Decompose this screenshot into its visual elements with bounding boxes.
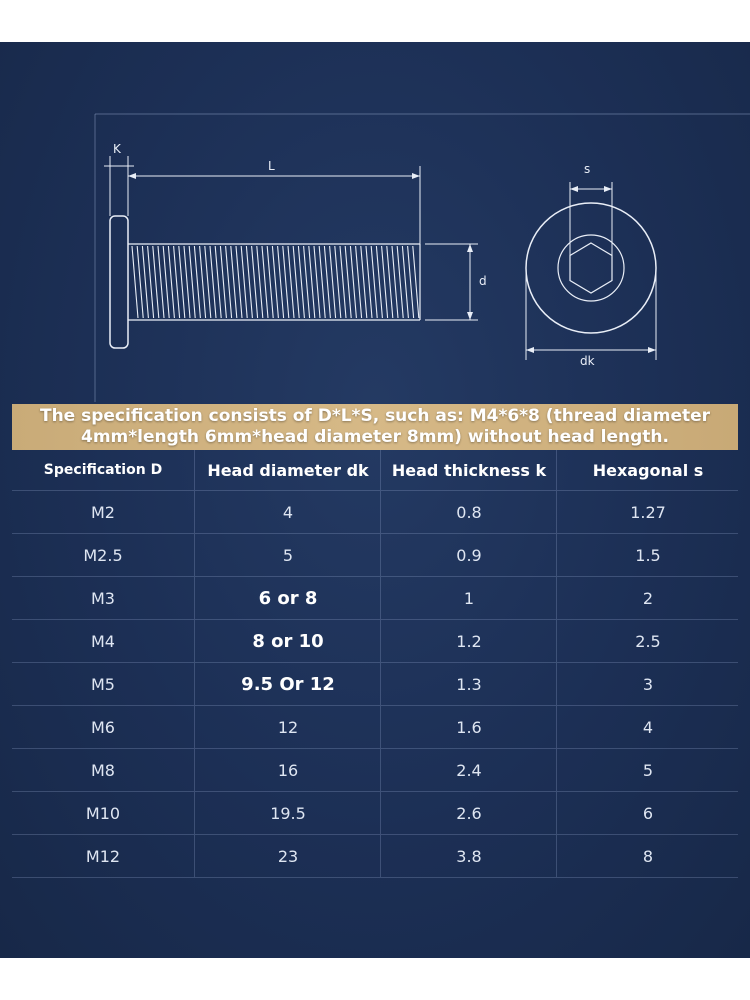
thread-line: [200, 246, 206, 318]
thread-line: [340, 246, 346, 318]
thread-line: [356, 246, 362, 318]
header-head-thickness: Head thickness k: [380, 450, 557, 490]
thread-line: [314, 246, 320, 318]
cell-spec: M12: [85, 846, 121, 866]
socket-circle: [558, 235, 624, 301]
cell-head-thickness: 1.2: [380, 620, 557, 662]
d-arrow-top: [467, 244, 473, 252]
d-arrow-bottom: [467, 312, 473, 320]
thread-line: [231, 246, 237, 318]
cell-spec: M2.5: [83, 545, 123, 565]
thread-line: [153, 246, 159, 318]
s-arrow-left: [570, 186, 578, 192]
thread-line: [283, 246, 289, 318]
thread-line: [330, 246, 336, 318]
spec-table: [12, 450, 738, 878]
cell-spec: M5: [91, 674, 115, 694]
header-specification: Specification D: [43, 462, 163, 478]
table-row: [12, 577, 738, 620]
cell-hexagonal: 8: [556, 835, 739, 877]
thread-line: [257, 246, 263, 318]
thread-line: [205, 246, 211, 318]
label-l: L: [268, 159, 275, 173]
thread-line: [387, 246, 393, 318]
thread-line: [246, 246, 252, 318]
spec-panel: [0, 42, 750, 958]
l-arrow-right: [412, 173, 420, 179]
table-row: [12, 663, 738, 706]
thread-line: [350, 246, 356, 318]
thread-line: [366, 246, 372, 318]
thread-line: [252, 246, 258, 318]
thread-line: [319, 246, 325, 318]
thread-line: [241, 246, 247, 318]
cell-head-diameter: 8 or 10: [194, 620, 381, 662]
cell-hexagonal: 5: [556, 749, 739, 791]
thread-line: [132, 246, 138, 318]
thread-line: [174, 246, 180, 318]
cell-hexagonal: 2.5: [556, 620, 739, 662]
table-row: [12, 620, 738, 663]
cell-head-diameter: 16: [194, 749, 381, 791]
thread-line: [376, 246, 382, 318]
cell-head-diameter: 9.5 Or 12: [194, 663, 381, 705]
thread-lines: [132, 246, 419, 318]
banner-line-2: 4mm*length 6mm*head diameter 8mm) without head length.: [81, 427, 669, 447]
dk-arrow-right: [648, 347, 656, 353]
thread-line: [382, 246, 388, 318]
thread-line: [397, 246, 403, 318]
thread-line: [309, 246, 315, 318]
cell-head-thickness: 0.8: [380, 491, 557, 533]
thread-line: [262, 246, 268, 318]
cell-hexagonal: 4: [556, 706, 739, 748]
thread-line: [137, 246, 143, 318]
thread-line: [210, 246, 216, 318]
cell-head-thickness: 3.8: [380, 835, 557, 877]
thread-line: [148, 246, 154, 318]
cell-head-thickness: 0.9: [380, 534, 557, 576]
thread-line: [408, 246, 414, 318]
table-body: [12, 491, 738, 878]
thread-line: [272, 246, 278, 318]
table-header-row: [12, 450, 738, 491]
screw-diagram: [0, 42, 750, 402]
thread-line: [158, 246, 164, 318]
cell-spec: M8: [91, 760, 115, 780]
thread-line: [220, 246, 226, 318]
label-s: s: [584, 162, 591, 176]
table-row: [12, 491, 738, 534]
cell-head-diameter: 23: [194, 835, 381, 877]
thread-line: [278, 246, 284, 318]
cell-hexagonal: 1.5: [556, 534, 739, 576]
s-arrow-right: [604, 186, 612, 192]
thread-line: [142, 246, 148, 318]
thread-line: [226, 246, 232, 318]
thread-line: [304, 246, 310, 318]
cell-hexagonal: 3: [556, 663, 739, 705]
hex-socket: [570, 243, 612, 293]
table-row: [12, 792, 738, 835]
thread-line: [413, 246, 419, 318]
dk-arrow-left: [526, 347, 534, 353]
thread-line: [371, 246, 377, 318]
cell-spec: M3: [91, 588, 115, 608]
banner-line-1: The specification consists of D*L*S, such as: M4*6*8 (thread diameter: [39, 406, 711, 426]
thread-line: [335, 246, 341, 318]
thread-line: [168, 246, 174, 318]
header-head-diameter: Head diameter dk: [194, 450, 381, 490]
label-dk: dk: [580, 354, 595, 368]
cell-head-thickness: 1.6: [380, 706, 557, 748]
table-row: [12, 534, 738, 577]
header-hexagonal: Hexagonal s: [556, 450, 739, 490]
thread-line: [267, 246, 273, 318]
label-d: d: [479, 274, 487, 288]
cell-hexagonal: 2: [556, 577, 739, 619]
table-row: [12, 835, 738, 878]
table-row: [12, 706, 738, 749]
cell-spec: M10: [85, 803, 121, 823]
cell-hexagonal: 6: [556, 792, 739, 834]
cell-spec: M6: [91, 717, 115, 737]
cell-head-thickness: 1.3: [380, 663, 557, 705]
cell-head-thickness: 1: [380, 577, 557, 619]
thread-line: [324, 246, 330, 318]
cell-head-diameter: 5: [194, 534, 381, 576]
screw-head-side: [110, 216, 128, 348]
thread-line: [189, 246, 195, 318]
thread-line: [194, 246, 200, 318]
table-row: [12, 749, 738, 792]
cell-head-thickness: 2.4: [380, 749, 557, 791]
cell-spec: M2: [91, 502, 115, 522]
thread-line: [236, 246, 242, 318]
thread-line: [392, 246, 398, 318]
thread-line: [402, 246, 408, 318]
label-k: K: [113, 142, 121, 156]
thread-line: [163, 246, 169, 318]
l-arrow-left: [128, 173, 136, 179]
thread-line: [298, 246, 304, 318]
cell-spec: M4: [91, 631, 115, 651]
cell-head-diameter: 6 or 8: [194, 577, 381, 619]
cell-head-diameter: 12: [194, 706, 381, 748]
cell-hexagonal: 1.27: [556, 491, 739, 533]
cell-head-diameter: 4: [194, 491, 381, 533]
thread-line: [184, 246, 190, 318]
cell-head-diameter: 19.5: [194, 792, 381, 834]
thread-line: [293, 246, 299, 318]
thread-line: [179, 246, 185, 318]
spec-banner: [12, 404, 738, 450]
thread-line: [215, 246, 221, 318]
thread-line: [345, 246, 351, 318]
thread-line: [361, 246, 367, 318]
cell-head-thickness: 2.6: [380, 792, 557, 834]
screw-head-end-view: [526, 203, 656, 333]
thread-line: [288, 246, 294, 318]
